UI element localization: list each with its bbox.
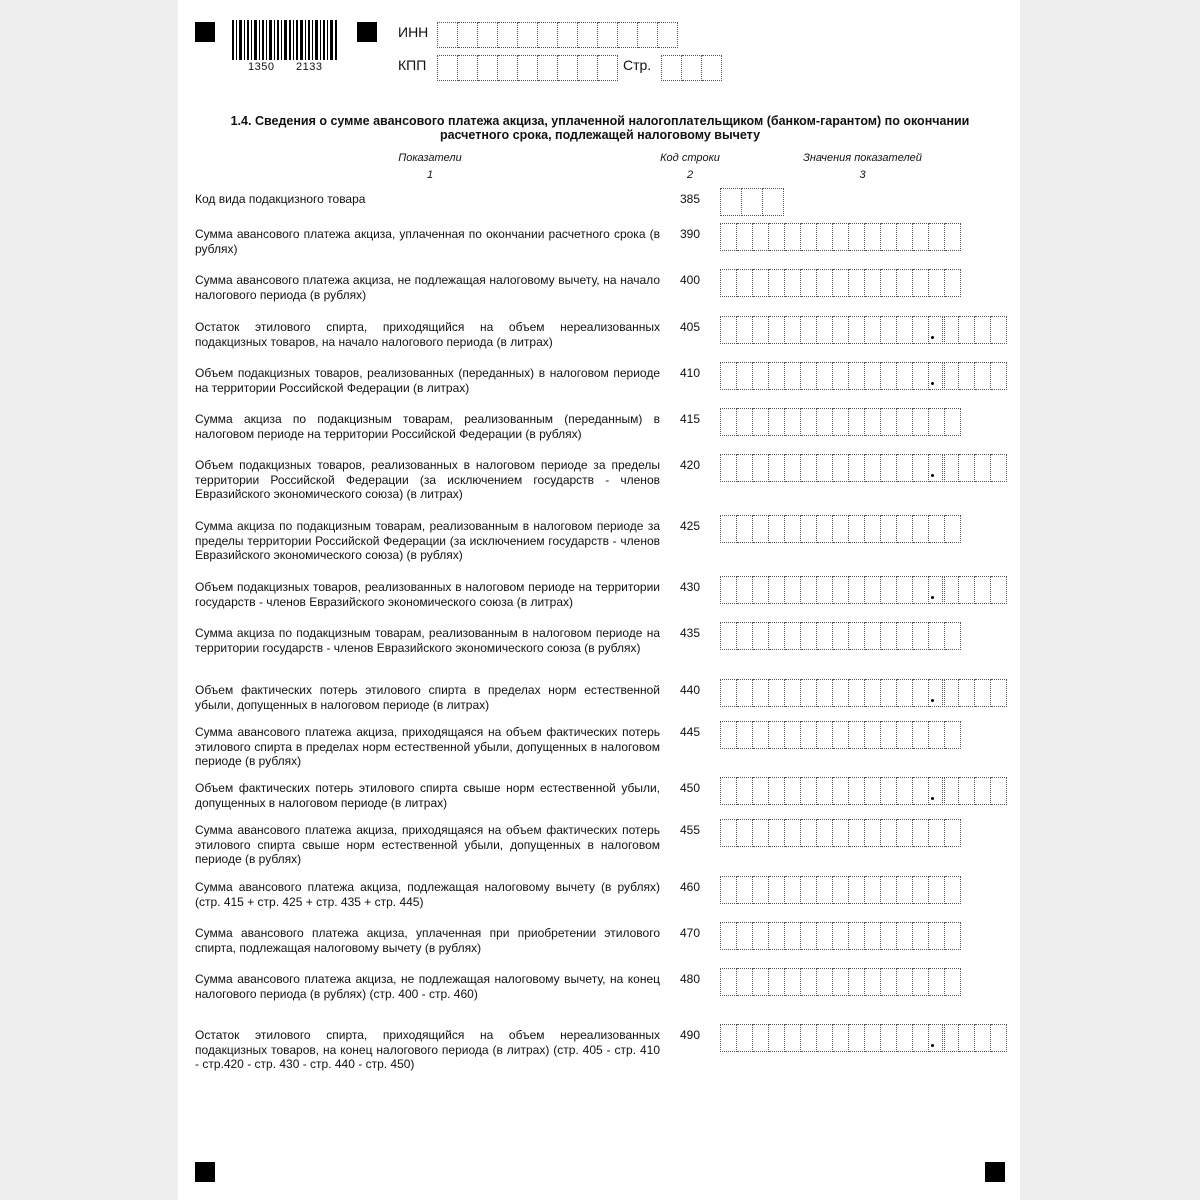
row-code: 430 [679,580,701,594]
alignment-marker-top-left [195,22,215,42]
barcode-number-left: 1350 [248,61,275,73]
row-code: 455 [679,823,701,837]
column-header-values: Значения показателей [803,152,922,164]
row-label: Объем фактических потерь этилового спирта в пределах норм естественной убыли, допущенных в налоговом периоде (в литрах) [195,683,660,712]
row-code: 425 [679,519,701,533]
kpp-label: КПП [398,57,427,73]
kpp-field[interactable] [437,55,618,79]
row-label: Сумма авансового платежа акциза, подлежащая налоговому вычету (в рублях) (стр. 415 + стр. 425 + стр. 435 + стр. 445) [195,880,660,909]
volume-liters-fraction-field[interactable] [942,777,1007,803]
row-label: Сумма авансового платежа акциза, уплаченная при приобретении этилового спирта, подлежащая налоговому вычету (в рублях) [195,926,660,955]
row-label: Код вида подакцизного товара [195,192,366,206]
row-code: 445 [679,725,701,739]
alignment-marker-top-right [357,22,377,42]
row-code: 470 [679,926,701,940]
barcode [232,20,340,60]
row-code: 390 [679,227,701,241]
row-label: Объем подакцизных товаров, реализованных в налоговом периоде за пределы территории Российской Федерации (за исключением государств - членов Евразийского экономического союза) (в литрах) [195,458,660,501]
column-header-values-number: 3 [859,169,866,181]
volume-liters-fraction-field[interactable] [942,576,1007,602]
decimal-point [931,596,934,599]
volume-liters-integer-field[interactable] [720,1024,945,1050]
inn-field[interactable] [437,22,678,46]
row-label: Сумма авансового платежа акциза, приходящаяся на объем фактических потерь этилового спирта свыше норм естественной убыли, допущенных в налоговом периоде (в рублях) [195,823,660,866]
row-label: Сумма авансового платежа акциза, не подлежащая налоговому вычету, на начало налогового периода (в рублях) [195,273,660,302]
volume-liters-integer-field[interactable] [720,679,945,705]
row-label: Сумма авансового платежа акциза, приходящаяся на объем фактических потерь этилового спирта в пределах норм естественной убыли, допущенных в налоговом периоде (в рублях) [195,725,660,768]
amount-rub-field[interactable] [720,269,961,295]
row-code: 405 [679,320,701,334]
barcode-number-right: 2133 [296,61,323,73]
amount-rub-field[interactable] [720,819,961,845]
inn-label: ИНН [398,24,429,40]
row-label: Сумма авансового платежа акциза, не подлежащая налоговому вычету, на конец налогового периода (в рублях) (стр. 400 - стр. 460) [195,972,660,1001]
decimal-point [931,474,934,477]
row-label: Сумма авансового платежа акциза, уплаченная по окончании расчетного срока (в рублях) [195,227,660,256]
product-code-field[interactable] [720,188,784,214]
row-label: Объем фактических потерь этилового спирта свыше норм естественной убыли, допущенных в налоговом периоде (в литрах) [195,781,660,810]
row-code: 490 [679,1028,701,1042]
amount-rub-field[interactable] [720,876,961,902]
decimal-point [931,699,934,702]
volume-liters-integer-field[interactable] [720,362,945,388]
decimal-point [931,336,934,339]
row-code: 440 [679,683,701,697]
volume-liters-integer-field[interactable] [720,576,945,602]
decimal-point [931,797,934,800]
column-header-indicators: Показатели [398,152,462,164]
column-header-code: Код строки [660,152,720,164]
decimal-point [931,382,934,385]
column-header-indicators-number: 1 [426,169,434,181]
row-code: 415 [679,412,701,426]
row-code: 400 [679,273,701,287]
row-code: 480 [679,972,701,986]
volume-liters-fraction-field[interactable] [942,362,1007,388]
volume-liters-fraction-field[interactable] [942,1024,1007,1050]
volume-liters-fraction-field[interactable] [942,679,1007,705]
volume-liters-integer-field[interactable] [720,777,945,803]
page-number-label: Стр. [623,57,652,73]
amount-rub-field[interactable] [720,922,961,948]
row-label: Остаток этилового спирта, приходящийся на объем нереализованных подакцизных товаров, на конец налогового периода (в литрах) (стр. 405 - стр. 410 - стр.420 - стр. 430 - стр. 440 - стр. 450) [195,1028,660,1071]
row-label: Сумма акциза по подакцизным товарам, реализованным в налоговом периоде на территории государств - членов Евразийского экономического союза (в рублях) [195,626,660,655]
alignment-marker-bottom-right [985,1162,1005,1182]
column-header-code-number: 2 [686,169,694,181]
volume-liters-integer-field[interactable] [720,454,945,480]
row-code: 385 [679,192,701,206]
row-label: Сумма акциза по подакцизным товарам, реализованным (переданным) в налоговом периоде на территории Российской Федерации (в рублях) [195,412,660,441]
row-label: Объем подакцизных товаров, реализованных в налоговом периоде на территории государств - членов Евразийского экономического союза (в литрах) [195,580,660,609]
volume-liters-fraction-field[interactable] [942,316,1007,342]
row-label: Остаток этилового спирта, приходящийся на объем нереализованных подакцизных товаров, на начало налогового периода (в литрах) [195,320,660,349]
page-number-field[interactable] [661,55,722,79]
amount-rub-field[interactable] [720,223,961,249]
row-code: 450 [679,781,701,795]
row-code: 410 [679,366,701,380]
amount-rub-field[interactable] [720,408,961,434]
volume-liters-fraction-field[interactable] [942,454,1007,480]
row-code: 435 [679,626,701,640]
row-label: Объем подакцизных товаров, реализованных (переданных) в налоговом периоде на территории Российской Федерации (в литрах) [195,366,660,395]
amount-rub-field[interactable] [720,721,961,747]
row-code: 420 [679,458,701,472]
amount-rub-field[interactable] [720,515,961,541]
row-label: Сумма акциза по подакцизным товарам, реализованным в налоговом периоде за пределы территории Российской Федерации (за исключением государств - членов Евразийского экономического союза) (в рублях) [195,519,660,562]
alignment-marker-bottom-left [195,1162,215,1182]
volume-liters-integer-field[interactable] [720,316,945,342]
amount-rub-field[interactable] [720,968,961,994]
amount-rub-field[interactable] [720,622,961,648]
section-title: 1.4. Сведения о сумме авансового платежа акциза, уплаченной налогоплательщиком (банком-гарантом) по окончании расчетного срока, подлежащей налоговому вычету [230,114,970,142]
row-code: 460 [679,880,701,894]
decimal-point [931,1044,934,1047]
